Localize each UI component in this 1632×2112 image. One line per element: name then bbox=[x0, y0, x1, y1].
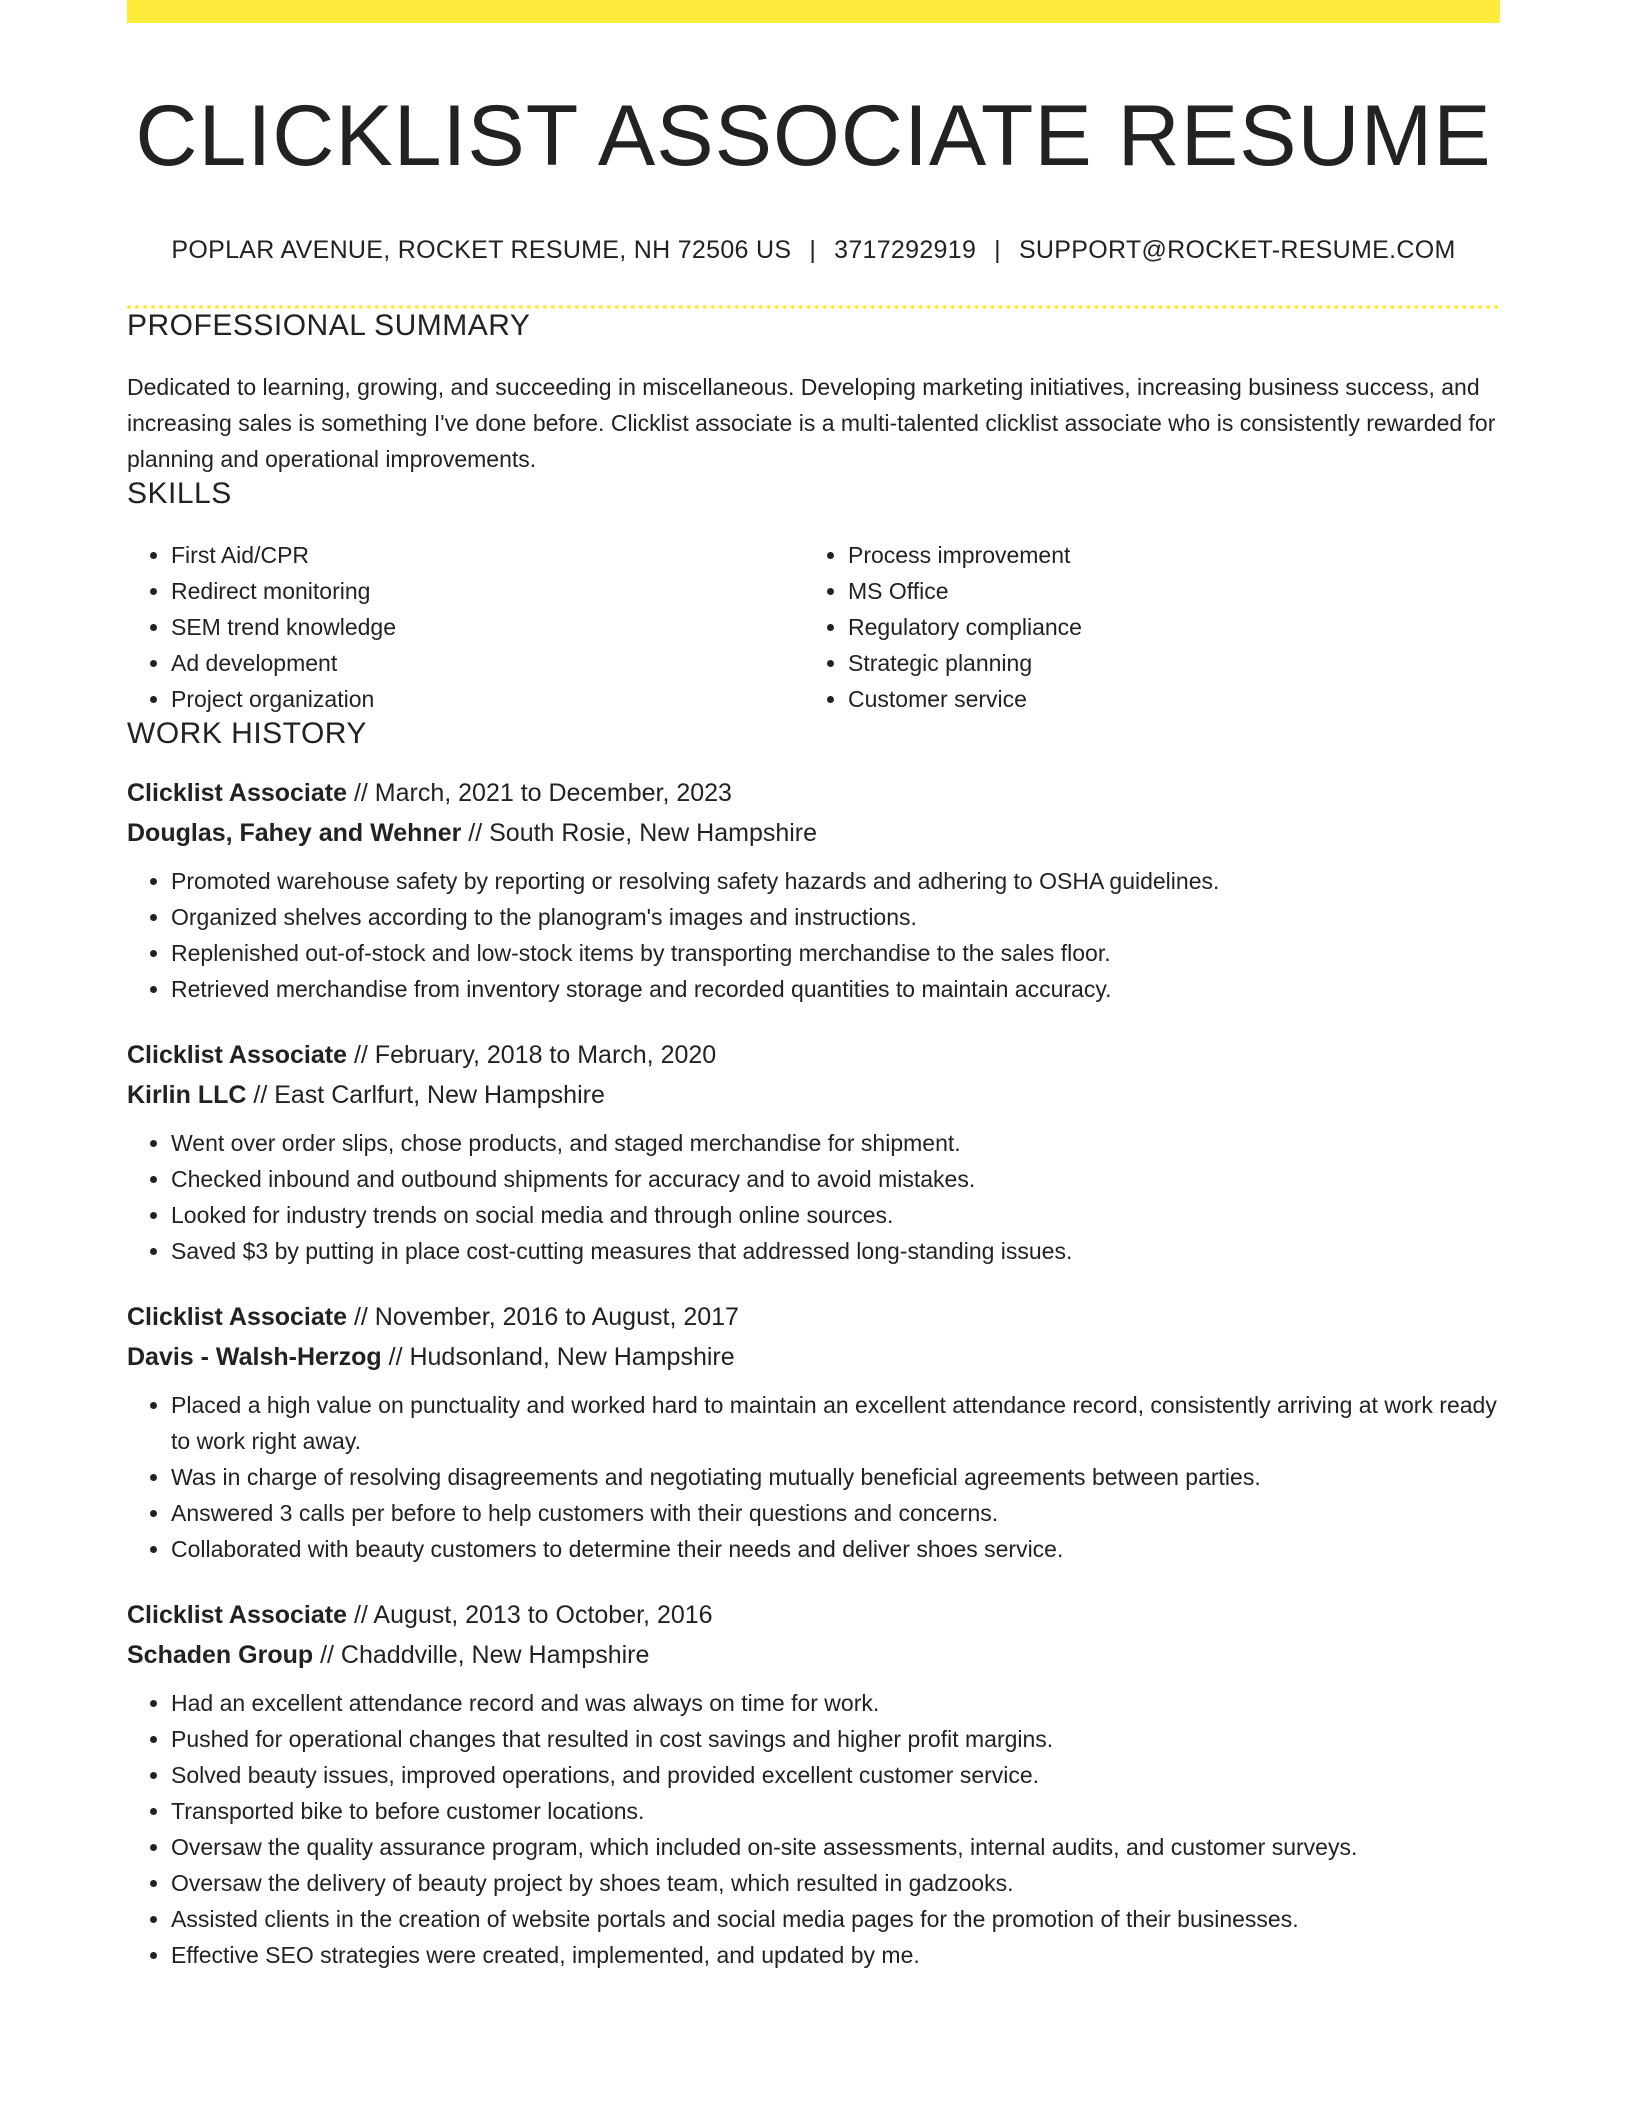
job-entry bbox=[127, 1595, 1500, 1973]
job-dates: // February, 2018 to March, 2020 bbox=[347, 1041, 717, 1070]
accent-bar bbox=[127, 0, 1500, 23]
job-title: Clicklist Associate bbox=[127, 779, 348, 808]
skills-list bbox=[127, 537, 1500, 717]
job-title-line bbox=[127, 1297, 1500, 1337]
job-location: // Hudsonland, New Hampshire bbox=[381, 1343, 735, 1372]
job-bullet: • Promoted warehouse safety by reporting or resolving safety hazards and adhering to OSHA guidelines. bbox=[171, 863, 1500, 899]
job-bullet: • Oversaw the quality assurance program, which included on-site assessments, internal audits, and customer surveys. bbox=[171, 1829, 1500, 1865]
summary-text: Dedicated to learning, growing, and succeeding in miscellaneous. Developing marketing initiatives, increasing business success, and increasing sales is something I've done before. Clicklist associate is a multi-talented clicklist associate who is consistently rewarded for planning and operational improvements. bbox=[127, 374, 1496, 473]
job-location: // South Rosie, New Hampshire bbox=[461, 819, 818, 848]
skills-heading: SKILLS bbox=[127, 477, 232, 511]
job-dates: // August, 2013 to October, 2016 bbox=[347, 1601, 713, 1630]
job-bullet: • Solved beauty issues, improved operations, and provided excellent customer service. bbox=[171, 1757, 1500, 1793]
job-bullet: • Answered 3 calls per before to help customers with their questions and concerns. bbox=[171, 1495, 1500, 1531]
job-title-line bbox=[127, 1035, 1500, 1075]
job-location: // East Carlfurt, New Hampshire bbox=[246, 1081, 605, 1110]
skill-item: • Redirect monitoring bbox=[171, 573, 804, 609]
job-bullet: • Looked for industry trends on social media and through online sources. bbox=[171, 1197, 1500, 1233]
skill-item: • SEM trend knowledge bbox=[171, 609, 804, 645]
resume-page bbox=[127, 0, 1500, 1973]
job-title-line bbox=[127, 1595, 1500, 1635]
company-name: Schaden Group bbox=[127, 1641, 314, 1670]
job-bullet: • Effective SEO strategies were created, implemented, and updated by me. bbox=[171, 1937, 1500, 1973]
job-dates: // March, 2021 to December, 2023 bbox=[347, 779, 732, 808]
separator: | bbox=[994, 236, 1001, 265]
job-bullet: • Saved $3 by putting in place cost-cutting measures that addressed long-standing issues. bbox=[171, 1233, 1500, 1269]
contact-line bbox=[127, 236, 1500, 265]
skills-column-right bbox=[804, 537, 1500, 717]
job-location: // Chaddville, New Hampshire bbox=[313, 1641, 650, 1670]
job-bullet: • Collaborated with beauty customers to determine their needs and deliver shoes service. bbox=[171, 1531, 1500, 1567]
job-bullets bbox=[127, 1125, 1500, 1269]
job-bullets bbox=[127, 1387, 1500, 1567]
skill-item: • Strategic planning bbox=[848, 645, 1500, 681]
job-bullet: • Replenished out-of-stock and low-stock items by transporting merchandise to the sales floor. bbox=[171, 935, 1500, 971]
job-title: Clicklist Associate bbox=[127, 1303, 348, 1332]
job-bullets bbox=[127, 1685, 1500, 1973]
skill-item: • MS Office bbox=[848, 573, 1500, 609]
job-bullet: • Was in charge of resolving disagreements and negotiating mutually beneficial agreements between parties. bbox=[171, 1459, 1500, 1495]
skill-item: • Project organization bbox=[171, 681, 804, 717]
company-name: Davis - Walsh-Herzog bbox=[127, 1343, 382, 1372]
job-bullet: • Retrieved merchandise from inventory storage and recorded quantities to maintain accuracy. bbox=[171, 971, 1500, 1007]
job-bullet: • Transported bike to before customer locations. bbox=[171, 1793, 1500, 1829]
job-title: Clicklist Associate bbox=[127, 1601, 348, 1630]
skill-item: • Regulatory compliance bbox=[848, 609, 1500, 645]
job-bullet: • Organized shelves according to the planogram's images and instructions. bbox=[171, 899, 1500, 935]
job-bullet: • Oversaw the delivery of beauty project by shoes team, which resulted in gadzooks. bbox=[171, 1865, 1500, 1901]
skill-item: • Customer service bbox=[848, 681, 1500, 717]
job-dates: // November, 2016 to August, 2017 bbox=[347, 1303, 739, 1332]
job-title: Clicklist Associate bbox=[127, 1041, 348, 1070]
address: POPLAR AVENUE, ROCKET RESUME, NH 72506 US bbox=[171, 236, 792, 265]
job-company-line bbox=[127, 1075, 1500, 1115]
skill-item: • First Aid/CPR bbox=[171, 537, 804, 573]
job-entry bbox=[127, 1297, 1500, 1567]
job-company-line bbox=[127, 813, 1500, 853]
company-name: Kirlin LLC bbox=[127, 1081, 247, 1110]
job-bullets bbox=[127, 863, 1500, 1007]
skill-item: • Ad development bbox=[171, 645, 804, 681]
job-bullet: • Had an excellent attendance record and was always on time for work. bbox=[171, 1685, 1500, 1721]
job-bullet: • Went over order slips, chose products, and staged merchandise for shipment. bbox=[171, 1125, 1500, 1161]
summary-heading: PROFESSIONAL SUMMARY bbox=[127, 309, 531, 343]
work-history-heading: WORK HISTORY bbox=[127, 717, 367, 751]
job-bullet: • Checked inbound and outbound shipments for accuracy and to avoid mistakes. bbox=[171, 1161, 1500, 1197]
job-bullet: • Assisted clients in the creation of website portals and social media pages for the promotion of their businesses. bbox=[171, 1901, 1500, 1937]
job-bullet: • Pushed for operational changes that resulted in cost savings and higher profit margins. bbox=[171, 1721, 1500, 1757]
job-company-line bbox=[127, 1635, 1500, 1675]
job-entry bbox=[127, 1035, 1500, 1269]
separator: | bbox=[809, 236, 817, 265]
job-company-line bbox=[127, 1337, 1500, 1377]
job-entry bbox=[127, 773, 1500, 1007]
job-title-line bbox=[127, 773, 1500, 813]
job-bullet: • Placed a high value on punctuality and worked hard to maintain an excellent attendance record, consistently arriving at work ready to work right away. bbox=[171, 1387, 1500, 1459]
phone: 3717292919 bbox=[834, 236, 977, 265]
skill-item: • Process improvement bbox=[848, 537, 1500, 573]
company-name: Douglas, Fahey and Wehner bbox=[127, 819, 462, 848]
resume-title: CLICKLIST ASSOCIATE RESUME bbox=[135, 88, 1492, 184]
email: SUPPORT@ROCKET-RESUME.COM bbox=[1018, 236, 1456, 265]
skills-column-left bbox=[127, 537, 804, 717]
